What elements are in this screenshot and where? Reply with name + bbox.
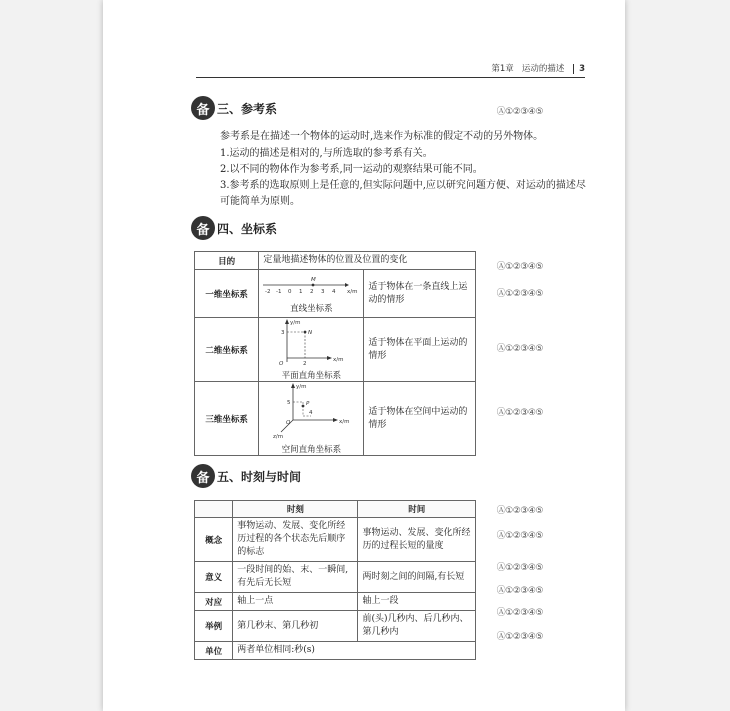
interval-cell: 事物运动、发展、变化所经历的过程长短的量度 [358,518,476,562]
purpose-label: 目的 [195,252,259,270]
diagram-caption: 直线坐标系 [290,304,333,314]
tick-label: 0 [288,289,292,295]
chapter-title: 运动的描述 [521,64,565,74]
tick-label: 3 [321,289,325,295]
diagram-3d [259,382,364,456]
section-badge-icon: 备 [191,216,215,240]
diagram-1d [259,270,364,318]
rating-marks: Ⓐ①②③④⑤ [496,289,543,299]
row-label: 概念 [195,518,233,562]
page-number: 3 [573,64,585,74]
purpose-value: 定量地描述物体的位置及位置的变化 [259,252,476,270]
tick-label: 2 [303,361,307,366]
rating-marks: Ⓐ①②③④⑤ [496,506,543,516]
col-header-interval: 时间 [358,501,476,518]
row-label: 单位 [195,642,233,660]
moment-cell: 轴上一点 [233,593,358,611]
chapter-label: 第1章 [491,64,514,74]
unit-cell: 两者单位相同:秒(s) [233,642,476,660]
section-badge-icon: 备 [191,96,215,120]
diagram-caption: 平面直角坐标系 [281,371,342,381]
moment-cell: 事物运动、发展、变化所经历过程的各个状态先后顺序的标志 [233,518,358,562]
coordinate-table [194,251,476,456]
section-5-heading [191,464,301,488]
interval-cell: 前(头)几秒内、后几秒内、第几秒内 [358,611,476,642]
section-3-heading [191,96,277,120]
moment-cell: 一段时间的始、末、一瞬间,有先后无长短 [233,562,358,593]
row-label: 举例 [195,611,233,642]
axis-label: y/m [296,384,307,390]
row-label: 意义 [195,562,233,593]
book-page [103,0,625,711]
section-title: 三、参考系 [217,101,278,116]
origin-label: O [286,420,291,426]
moment-cell: 第几秒末、第几秒初 [233,611,358,642]
point-3: 3.参考系的选取原则上是任意的,但实际问题中,应以研究问题方便、对运动的描述尽可能简单为原则。 [220,180,586,207]
running-header [491,62,585,74]
tick-label: 3 [281,330,285,336]
interval-cell: 轴上一段 [358,593,476,611]
point-label: M [311,277,317,283]
row-label: 对应 [195,593,233,611]
rating-marks: Ⓐ①②③④⑤ [496,632,543,642]
number-line-diagram [259,273,363,299]
plane-axes-diagram [259,318,363,366]
origin-label: O [279,361,284,366]
header-rule [196,77,585,78]
tick-label: 4 [332,289,336,295]
point-2: 2.以不同的物体作为参考系,同一运动的观察结果可能不同。 [220,164,483,175]
time-table [194,500,476,660]
rating-marks: Ⓐ①②③④⑤ [496,563,543,573]
rating-marks: Ⓐ①②③④⑤ [496,107,543,117]
space-axes-diagram [259,382,363,440]
rating-marks: Ⓐ①②③④⑤ [496,344,543,354]
section-title: 五、时刻与时间 [217,469,302,484]
point-label: N [308,330,313,336]
diagram-2d [259,318,364,382]
axis-label: z/m [273,434,284,440]
tick-label: -2 [265,289,271,295]
axis-label: x/m [347,289,358,295]
point-1: 1.运动的描述是相对的,与所选取的参考系有关。 [220,148,433,159]
point-label: P [306,401,310,407]
row-desc: 适于物体在平面上运动的情形 [364,318,476,382]
rating-marks: Ⓐ①②③④⑤ [496,531,543,541]
rating-marks: Ⓐ①②③④⑤ [496,608,543,618]
corner-cell [195,501,233,518]
axis-label: y/m [290,320,301,326]
row-label: 一维坐标系 [195,270,259,318]
tick-label: 1 [299,289,303,295]
axis-label: x/m [339,419,350,425]
axis-label: x/m [333,357,344,363]
tick-label: -1 [276,289,282,295]
definition-text: 参考系是在描述一个物体的运动时,选来作为标准的假定不动的另外物体。 [220,131,544,142]
row-label: 三维坐标系 [195,382,259,456]
tick-label: 5 [287,400,291,406]
row-desc: 适于物体在空间中运动的情形 [364,382,476,456]
tick-label: 4 [309,410,313,416]
rating-marks: Ⓐ①②③④⑤ [496,262,543,272]
diagram-caption: 空间直角坐标系 [281,445,342,455]
section-badge-icon: 备 [191,464,215,488]
tick-label: 2 [310,289,314,295]
rating-marks: Ⓐ①②③④⑤ [496,586,543,596]
section-title: 四、坐标系 [217,221,278,236]
rating-marks: Ⓐ①②③④⑤ [496,408,543,418]
section-4-heading [191,216,277,240]
row-desc: 适于物体在一条直线上运动的情形 [364,270,476,318]
col-header-moment: 时刻 [233,501,358,518]
interval-cell: 两时刻之间的间隔,有长短 [358,562,476,593]
row-label: 二维坐标系 [195,318,259,382]
